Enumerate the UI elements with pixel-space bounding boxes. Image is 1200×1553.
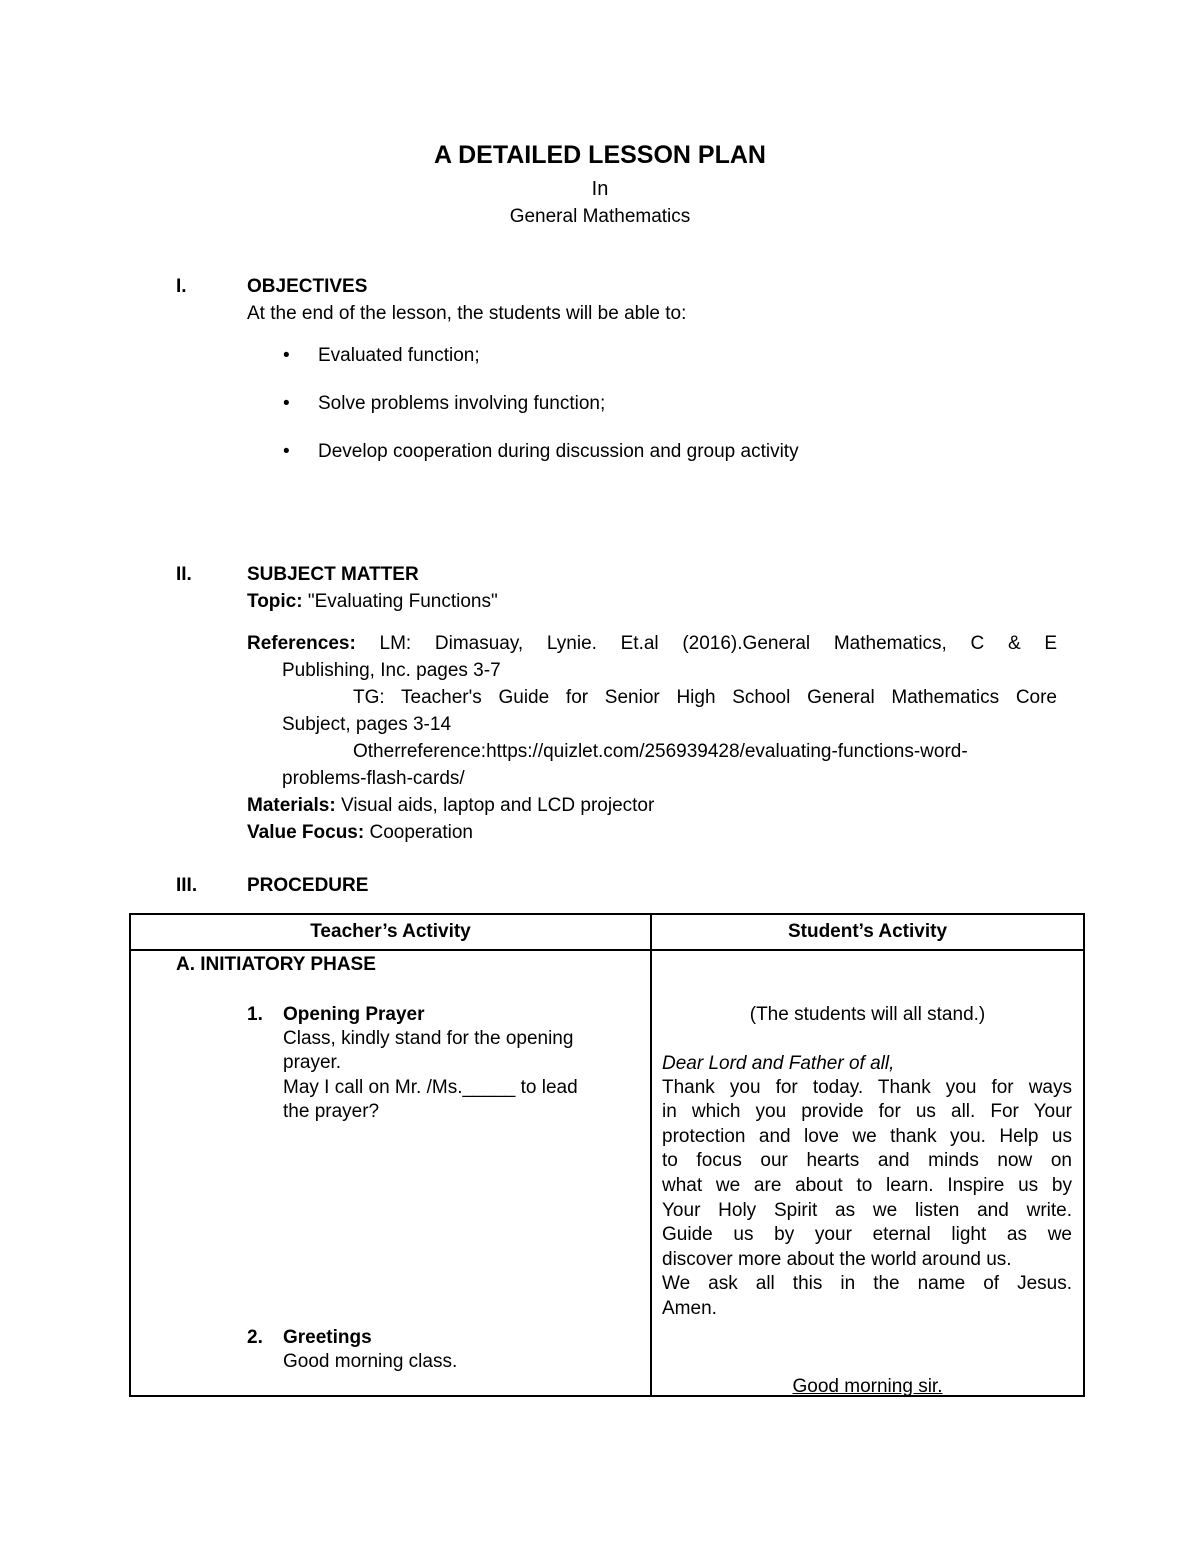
teacher-activity-header: Teacher’s Activity [130,914,651,950]
reference-other-cont: problems-flash-cards/ [282,768,465,789]
document-title: A DETAILED LESSON PLAN [434,141,766,169]
reference-tg: TG: Teacher's Guide for Senior High School General Mathematics Core [353,687,1057,708]
prayer-line: what we are about to learn. Inspire us by [662,1175,1072,1196]
prayer-line: Amen. [662,1298,717,1319]
procedure-heading: PROCEDURE [247,875,369,896]
document-subject: General Mathematics [509,206,691,227]
step-2-line: Good morning class. [283,1351,458,1372]
value-focus-value: Cooperation [369,822,474,843]
objectives-numeral: I. [176,276,187,297]
teacher-activity-cell [130,950,651,1396]
document-subtitle-in: In [591,178,609,200]
step-1-line: May I call on Mr. /Ms._____ to lead [283,1077,578,1098]
value-focus-label: Value Focus: [247,822,365,843]
reference-lm: LM: Dimasuay, Lynie. Et.al (2016).General Mathematics, C & E [379,633,1058,654]
prayer-line: Thank you for today. Thank you for ways [662,1077,1072,1098]
table-header-row [130,914,1084,950]
bullet-icon: • [283,441,290,462]
reference-tg-cont: Subject, pages 3-14 [282,714,452,735]
value-focus-line [247,822,473,844]
materials-label: Materials: [247,795,336,816]
prayer-opening: Dear Lord and Father of all, [662,1053,895,1074]
subject-matter-heading: SUBJECT MATTER [247,564,419,585]
prayer-line: to focus our hearts and minds now on [662,1150,1072,1171]
reference-lm-cont: Publishing, Inc. pages 3-7 [282,660,501,681]
materials-value: Visual aids, laptop and LCD projector [340,795,655,816]
step-1-line: Class, kindly stand for the opening [283,1028,574,1049]
student-activity-cell [651,950,1084,1396]
procedure-numeral: III. [176,875,198,896]
initiatory-phase-heading: A. INITIATORY PHASE [176,954,376,975]
topic-label: Topic: [247,591,303,612]
prayer-line: We ask all this in the name of Jesus. [662,1273,1072,1294]
topic-line [247,591,498,613]
objectives-heading: OBJECTIVES [247,276,368,297]
objective-item: Solve problems involving function; [318,393,606,414]
bullet-icon: • [283,345,290,366]
topic-value: "Evaluating Functions" [307,591,498,612]
step-1-title: Opening Prayer [283,1004,425,1025]
step-2-number: 2. [247,1327,263,1348]
objectives-intro: At the end of the lesson, the students will be able to: [247,303,687,324]
step-1-line: the prayer? [283,1101,380,1122]
table-row [130,950,1084,1396]
prayer-line: Your Holy Spirit as we listen and write. [662,1200,1072,1221]
references-line-1 [247,633,1057,655]
objective-item: Develop cooperation during discussion and group activity [318,441,799,462]
reference-other: Otherreference:https://quizlet.com/256939428/evaluating-functions-word- [353,741,968,762]
references-label: References: [247,633,356,654]
procedure-table [129,913,1085,1397]
student-greeting: Good morning sir. [792,1376,943,1397]
prayer-line: discover more about the world around us. [662,1249,1012,1270]
step-1-line: prayer. [283,1052,342,1073]
step-2-title: Greetings [283,1327,372,1348]
subject-matter-numeral: II. [176,564,192,585]
objective-item: Evaluated function; [318,345,480,366]
prayer-line: in which you provide for us all. For Your [662,1101,1072,1122]
materials-line [247,795,654,817]
bullet-icon: • [283,393,290,414]
step-1-number: 1. [247,1004,263,1025]
prayer-line: protection and love we thank you. Help us [662,1126,1072,1147]
student-stand-note: (The students will all stand.) [749,1004,986,1025]
student-activity-header: Student’s Activity [651,914,1084,950]
prayer-line: Guide us by your eternal light as we [662,1224,1072,1245]
